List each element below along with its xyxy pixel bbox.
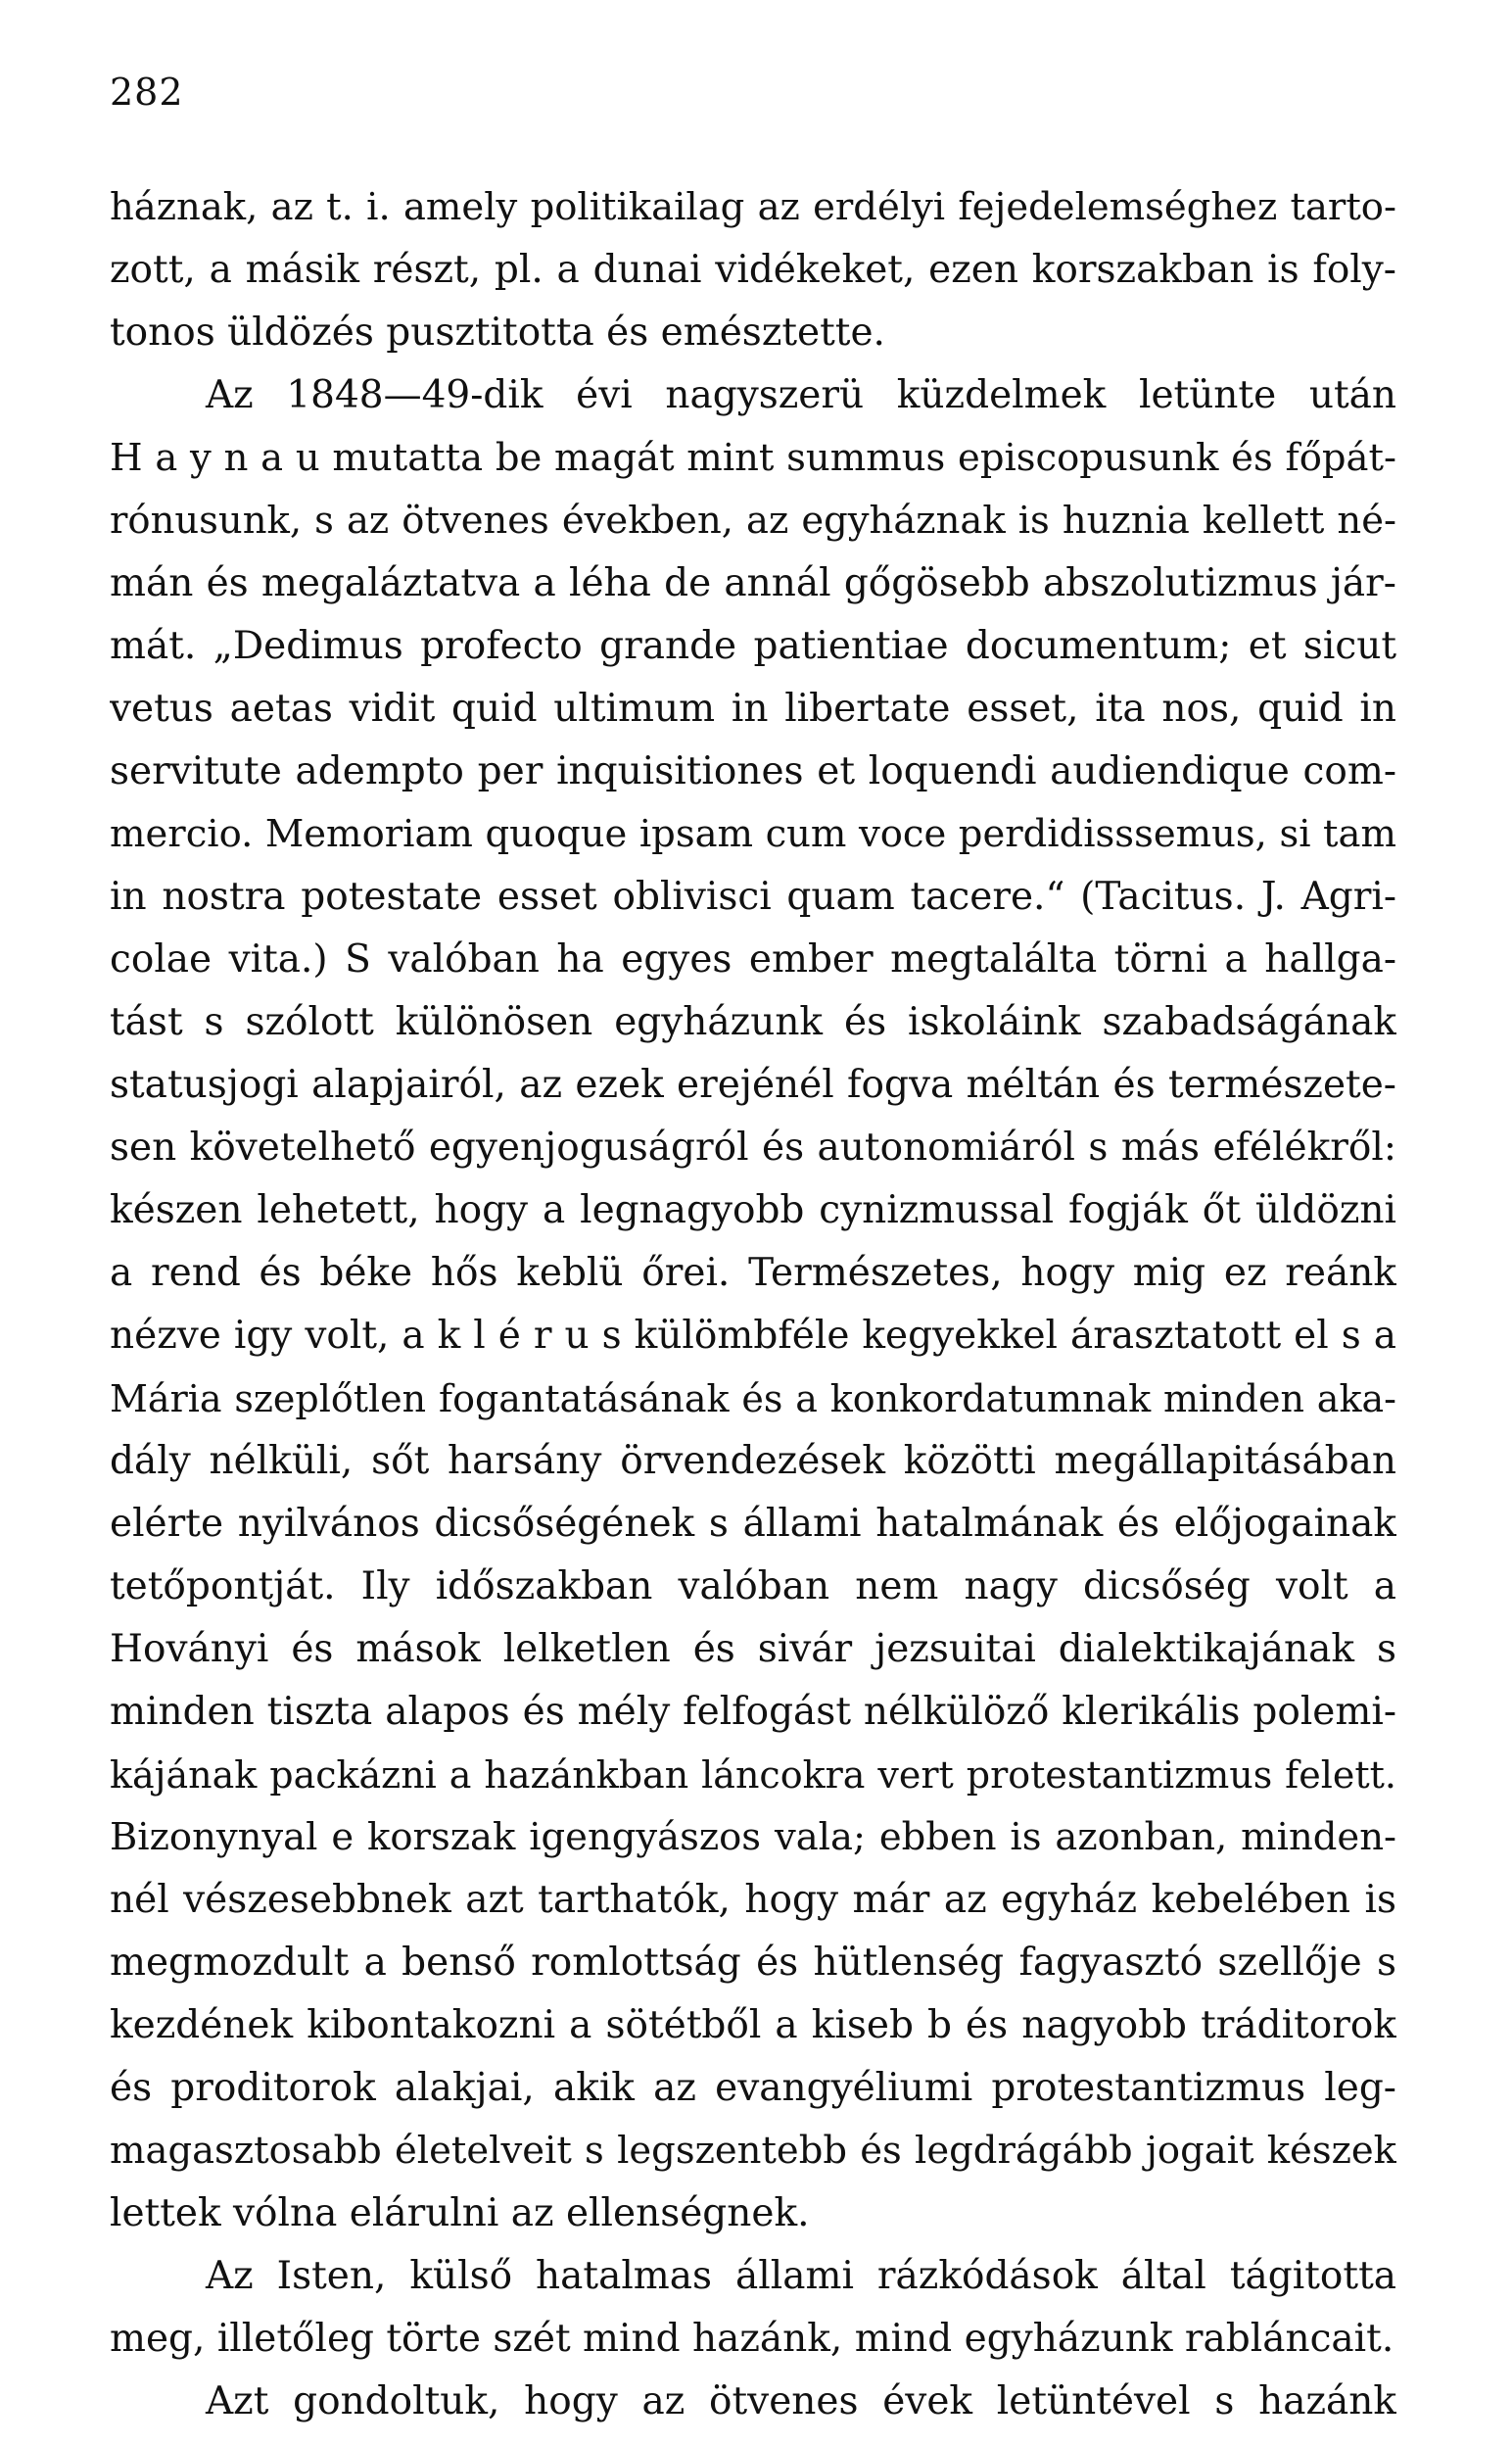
text-line: sen követelhető egyenjoguságról és autonomiáról s más efélékről: [110, 1126, 1396, 1170]
text-line: magasztosabb életelveit s legszentebb és legdrágább jogait készek [110, 2129, 1396, 2173]
text-line: a rend és béke hős keblü őrei. Természetes, hogy mig ez reánk [110, 1251, 1396, 1295]
text-line: minden tiszta alapos és mély felfogást nélkülöző klerikális polemi- [110, 1690, 1396, 1734]
text-line: statusjogi alapjairól, az ezek erejénél fogva méltán és természete- [110, 1063, 1396, 1107]
text-line: és proditorok alakjai, akik az evangyéliumi protestantizmus leg- [110, 2066, 1396, 2110]
text-line: tetőpontját. Ily időszakban valóban nem nagy dicsőség volt a [110, 1564, 1396, 1608]
page-number: 282 [110, 71, 184, 114]
text-line: Az Isten, külső hatalmas állami rázkódások által tágitotta [206, 2254, 1396, 2298]
text-line: megmozdult a benső romlottság és hütlenség fagyasztó szellője s [110, 1941, 1396, 1985]
text-line: lettek vólna elárulni az ellenségnek. [110, 2191, 810, 2235]
text-line: kájának packázni a hazánkban láncokra vert protestantizmus felett. [110, 1753, 1396, 1797]
text-line: mercio. Memoriam quoque ipsam cum voce perdidisssemus, si tam [110, 812, 1396, 856]
text-line: H a y n a u mutatta be magát mint summus episcopusunk és főpát- [110, 436, 1396, 480]
text-line: nél vészesebbnek azt tarthatók, hogy már az egyház kebelében is [110, 1878, 1396, 1922]
text-line: nézve igy volt, a k l é r u s külömbféle kegyekkel árasztatott el s a [110, 1314, 1396, 1358]
text-line: meg, illetőleg törte szét mind hazánk, mind egyházunk rabláncait. [110, 2317, 1394, 2361]
text-line: Bizonynyal e korszak igengyászos vala; ebben is azonban, minden- [110, 1815, 1396, 1859]
text-line: mát. „Dedimus profecto grande patientiae documentum; et sicut [110, 624, 1396, 668]
text-line: elérte nyilvános dicsőségének s állami hatalmának és előjogainak [110, 1502, 1396, 1546]
text-line: Hoványi és mások lelketlen és sivár jezsuitai dialektikajának s [110, 1627, 1396, 1671]
text-line: zott, a másik részt, pl. a dunai vidékeket, ezen korszakban is foly- [110, 248, 1396, 292]
text-line: vetus aetas vidit quid ultimum in libertate esset, ita nos, quid in [110, 687, 1396, 731]
text-line: kezdének kibontakozni a sötétből a kiseb b és nagyobb tráditorok [110, 2003, 1396, 2047]
text-line: Az 1848—49-dik évi nagyszerü küzdelmek letünte után [206, 373, 1396, 417]
text-line: tást s szólott különösen egyházunk és iskoláink szabadságának [110, 1000, 1396, 1044]
text-line: háznak, az t. i. amely politikailag az erdélyi fejedelemséghez tarto- [110, 185, 1396, 229]
text-line: in nostra potestate esset oblivisci quam tacere.“ (Tacitus. J. Agri- [110, 875, 1396, 919]
text-line: colae vita.) S valóban ha egyes ember megtalálta törni a hallga- [110, 937, 1396, 982]
text-line: mán és megaláztatva a léha de annál gőgösebb abszolutizmus jár- [110, 561, 1396, 605]
text-line: Mária szeplőtlen fogantatásának és a konkordatumnak minden aka- [110, 1377, 1396, 1420]
text-line: dály nélküli, sőt harsány örvendezések közötti megállapitásában [110, 1439, 1396, 1483]
text-line: tonos üldözés pusztitotta és emésztette. [110, 311, 885, 355]
text-line: rónusunk, s az ötvenes években, az egyháznak is huznia kellett né- [110, 499, 1396, 543]
body-text [110, 176, 1396, 2433]
text-line: Azt gondoltuk, hogy az ötvenes évek letüntével s hazánk [206, 2379, 1396, 2423]
text-line: készen lehetett, hogy a legnagyobb cynizmussal fogják őt üldözni [110, 1188, 1396, 1232]
text-line: servitute adempto per inquisitiones et loquendi audiendique com- [110, 749, 1396, 793]
